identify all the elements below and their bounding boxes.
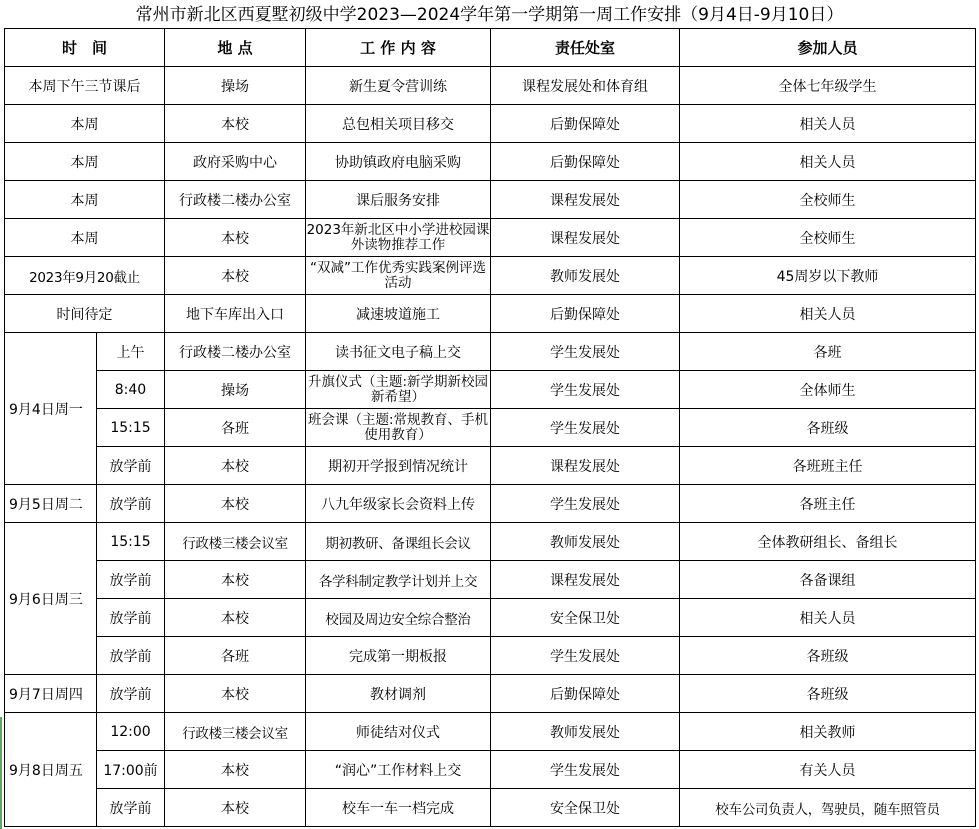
people-cell: 有关人员 <box>680 751 976 789</box>
time-cell: 时间待定 <box>5 295 165 333</box>
dept-cell: 后勤保障处 <box>491 675 680 713</box>
time-cell: 17:00前 <box>97 751 165 789</box>
content-cell: “双减”工作优秀实践案例评选活动 <box>306 257 491 295</box>
content-cell: 新生夏令营训练 <box>306 67 491 105</box>
people-cell: 全体教研组长、备组长 <box>680 523 976 561</box>
table-row <box>5 181 976 219</box>
date-cell: 9月8日周五 <box>5 713 97 827</box>
page-title: 常州市新北区西夏墅初级中学2023—2024学年第一学期第一周工作安排（9月4日-9月10日） <box>135 5 844 25</box>
time-cell: 15:15 <box>97 523 165 561</box>
people-cell: 各班级 <box>680 675 976 713</box>
content-cell: 各学科制定教学计划并上交 <box>306 561 491 599</box>
content-cell: 教材调剂 <box>306 675 491 713</box>
content-cell: 班会课（主题:常规教育、手机使用教育） <box>306 409 491 447</box>
content-cell: 八九年级家长会资料上传 <box>306 485 491 523</box>
people-cell: 全体七年级学生 <box>680 67 976 105</box>
time-cell: 本周下午三节课后 <box>5 67 165 105</box>
place-cell: 本校 <box>165 485 306 523</box>
content-cell: 2023年新北区中小学进校园课外读物推荐工作 <box>306 219 491 257</box>
place-cell: 操场 <box>165 371 306 409</box>
dept-cell: 课程发展处 <box>491 561 680 599</box>
dept-cell: 学生发展处 <box>491 409 680 447</box>
table-row <box>5 713 976 751</box>
table-row <box>5 523 976 561</box>
dept-cell: 学生发展处 <box>491 371 680 409</box>
place-cell: 地下车库出入口 <box>165 295 306 333</box>
people-cell: 校车公司负责人，驾驶员，随车照管员 <box>680 789 976 827</box>
place-cell: 本校 <box>165 447 306 485</box>
place-cell: 本校 <box>165 257 306 295</box>
table-row <box>5 371 976 409</box>
people-cell: 相关人员 <box>680 599 976 637</box>
header-time: 时 间 <box>5 29 165 67</box>
table-row <box>5 257 976 295</box>
time-cell: 本周 <box>5 181 165 219</box>
time-cell: 12:00 <box>97 713 165 751</box>
content-cell: 减速坡道施工 <box>306 295 491 333</box>
time-cell: 本周 <box>5 219 165 257</box>
date-cell: 9月5日周二 <box>5 485 97 523</box>
people-cell: 相关人员 <box>680 143 976 181</box>
table-row <box>5 143 976 181</box>
place-cell: 本校 <box>165 751 306 789</box>
dept-cell: 安全保卫处 <box>491 599 680 637</box>
place-cell: 政府采购中心 <box>165 143 306 181</box>
row-selection-marker <box>0 717 2 829</box>
table-row <box>5 219 976 257</box>
content-cell: 读书征文电子稿上交 <box>306 333 491 371</box>
people-cell: 全体师生 <box>680 371 976 409</box>
table-row <box>5 637 976 675</box>
people-cell: 全校师生 <box>680 219 976 257</box>
table-row <box>5 333 976 371</box>
content-cell: 升旗仪式（主题:新学期新校园 新希望） <box>306 371 491 409</box>
table-row <box>5 295 976 333</box>
content-cell: 总包相关项目移交 <box>306 105 491 143</box>
dept-cell: 课程发展处 <box>491 181 680 219</box>
people-cell: 各班主任 <box>680 485 976 523</box>
content-cell: “润心”工作材料上交 <box>306 751 491 789</box>
dept-cell: 课程发展处和体育组 <box>491 67 680 105</box>
place-cell: 本校 <box>165 599 306 637</box>
dept-cell: 学生发展处 <box>491 333 680 371</box>
people-cell: 各班 <box>680 333 976 371</box>
table-row <box>5 409 976 447</box>
content-cell: 课后服务安排 <box>306 181 491 219</box>
time-cell: 放学前 <box>97 637 165 675</box>
header-row <box>5 29 976 67</box>
people-cell: 各备课组 <box>680 561 976 599</box>
dept-cell: 安全保卫处 <box>491 789 680 827</box>
header-place: 地 点 <box>165 29 306 67</box>
place-cell: 本校 <box>165 561 306 599</box>
time-cell: 上午 <box>97 333 165 371</box>
time-cell: 放学前 <box>97 447 165 485</box>
date-cell: 9月6日周三 <box>5 523 97 675</box>
table-row <box>5 561 976 599</box>
dept-cell: 教师发展处 <box>491 523 680 561</box>
content-cell: 期初教研、备课组长会议 <box>306 523 491 561</box>
content-cell: 协助镇政府电脑采购 <box>306 143 491 181</box>
dept-cell: 后勤保障处 <box>491 295 680 333</box>
time-cell: 15:15 <box>97 409 165 447</box>
content-cell: 校车一车一档完成 <box>306 789 491 827</box>
dept-cell: 学生发展处 <box>491 751 680 789</box>
time-cell: 8:40 <box>97 371 165 409</box>
people-cell: 各班级 <box>680 637 976 675</box>
place-cell: 本校 <box>165 219 306 257</box>
table-row <box>5 447 976 485</box>
dept-cell: 学生发展处 <box>491 485 680 523</box>
content-cell: 师徒结对仪式 <box>306 713 491 751</box>
place-cell: 各班 <box>165 409 306 447</box>
time-cell: 2023年9月20截止 <box>5 257 165 295</box>
people-cell: 全校师生 <box>680 181 976 219</box>
place-cell: 行政楼三楼会议室 <box>165 523 306 561</box>
time-cell: 放学前 <box>97 485 165 523</box>
content-cell: 期初开学报到情况统计 <box>306 447 491 485</box>
people-cell: 45周岁以下教师 <box>680 257 976 295</box>
people-cell: 相关人员 <box>680 105 976 143</box>
dept-cell: 学生发展处 <box>491 637 680 675</box>
table-row <box>5 751 976 789</box>
place-cell: 本校 <box>165 675 306 713</box>
time-cell: 放学前 <box>97 599 165 637</box>
dept-cell: 课程发展处 <box>491 447 680 485</box>
place-cell: 行政楼三楼会议室 <box>165 713 306 751</box>
dept-cell: 后勤保障处 <box>491 143 680 181</box>
date-cell: 9月4日周一 <box>5 333 97 485</box>
header-dept: 责任处室 <box>491 29 680 67</box>
date-cell: 9月7日周四 <box>5 675 97 713</box>
people-cell: 相关教师 <box>680 713 976 751</box>
place-cell: 操场 <box>165 67 306 105</box>
people-cell: 各班级 <box>680 409 976 447</box>
content-cell: 校园及周边安全综合整治 <box>306 599 491 637</box>
place-cell: 各班 <box>165 637 306 675</box>
people-cell: 各班班主任 <box>680 447 976 485</box>
time-cell: 本周 <box>5 105 165 143</box>
dept-cell: 后勤保障处 <box>491 105 680 143</box>
dept-cell: 教师发展处 <box>491 713 680 751</box>
table-row <box>5 485 976 523</box>
place-cell: 行政楼二楼办公室 <box>165 333 306 371</box>
table-row <box>5 105 976 143</box>
content-cell: 完成第一期板报 <box>306 637 491 675</box>
dept-cell: 课程发展处 <box>491 219 680 257</box>
place-cell: 本校 <box>165 105 306 143</box>
table-row <box>5 67 976 105</box>
place-cell: 行政楼二楼办公室 <box>165 181 306 219</box>
dept-cell: 教师发展处 <box>491 257 680 295</box>
time-cell: 放学前 <box>97 789 165 827</box>
header-people: 参加人员 <box>680 29 976 67</box>
time-cell: 放学前 <box>97 675 165 713</box>
time-cell: 本周 <box>5 143 165 181</box>
people-cell: 相关人员 <box>680 295 976 333</box>
table-row <box>5 599 976 637</box>
time-cell: 放学前 <box>97 561 165 599</box>
place-cell: 本校 <box>165 789 306 827</box>
header-content: 工 作 内 容 <box>306 29 491 67</box>
table-row <box>5 789 976 827</box>
schedule-table <box>4 28 976 827</box>
table-row <box>5 675 976 713</box>
